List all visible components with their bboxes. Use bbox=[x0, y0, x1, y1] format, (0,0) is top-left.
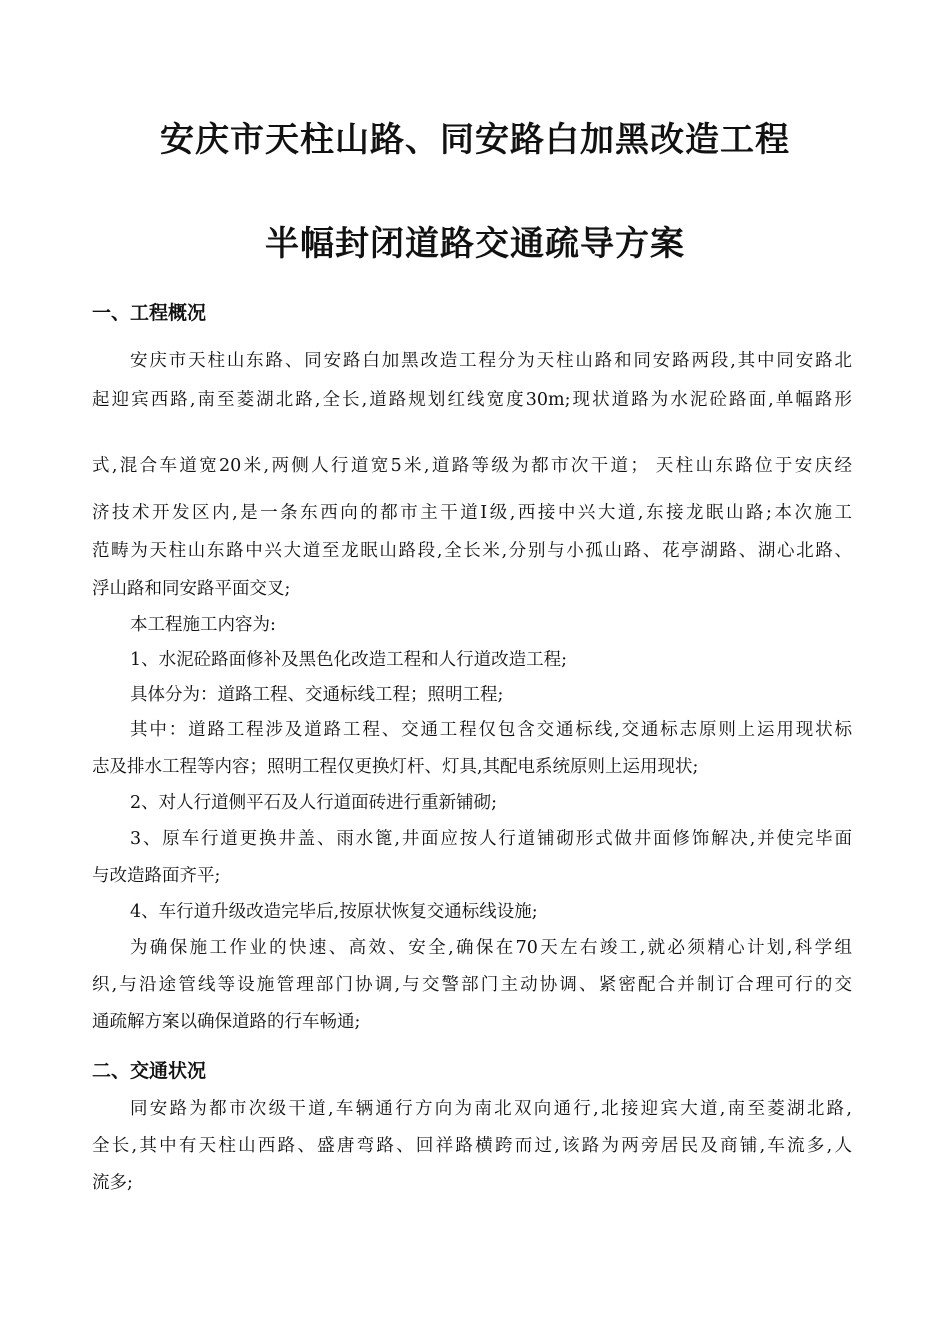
section-heading-overview: 一、工程概况 bbox=[92, 302, 207, 324]
paragraph-line: 3、原车行道更换井盖、雨水篦,井面应按人行道铺砌形式做井面修饰解决,并使完毕面 bbox=[130, 829, 852, 849]
paragraph-line: 通疏解方案以确保道路的行车畅通; bbox=[92, 1012, 361, 1032]
document-title-line-1: 安庆市天柱山路、同安路白加黑改造工程 bbox=[160, 120, 790, 160]
paragraph-line: 式,混合车道宽20米,两侧人行道宽5米,道路等级为都市次干道； 天柱山东路位于安庆经 bbox=[92, 456, 852, 476]
paragraph-line: 2、对人行道侧平石及人行道面砖进行重新铺砌; bbox=[130, 793, 498, 813]
paragraph-line: 本工程施工内容为: bbox=[130, 615, 276, 635]
paragraph-line: 济技术开发区内,是一条东西向的都市主干道Ⅰ级,西接中兴大道,东接龙眠山路;本次施工 bbox=[92, 503, 852, 523]
paragraph-line: 其中：道路工程涉及道路工程、交通工程仅包含交通标线,交通标志原则上运用现状标 bbox=[130, 720, 852, 740]
section-heading-traffic: 二、交通状况 bbox=[92, 1060, 207, 1082]
paragraph-line: 织,与沿途管线等设施管理部门协调,与交警部门主动协调、紧密配合并制订合理可行的交 bbox=[92, 975, 852, 995]
paragraph-line: 具体分为：道路工程、交通标线工程；照明工程; bbox=[130, 685, 504, 705]
paragraph-line: 志及排水工程等内容；照明工程仅更换灯杆、灯具,其配电系统原则上运用现状; bbox=[92, 757, 699, 777]
paragraph-line: 浮山路和同安路平面交叉; bbox=[92, 579, 291, 599]
paragraph-line: 安庆市天柱山东路、同安路白加黑改造工程分为天柱山路和同安路两段,其中同安路北 bbox=[130, 351, 852, 371]
paragraph-line: 流多; bbox=[92, 1173, 133, 1193]
document-title-line-2: 半幅封闭道路交通疏导方案 bbox=[265, 224, 685, 264]
paragraph-line: 全长,其中有天柱山西路、盛唐弯路、回祥路横跨而过,该路为两旁居民及商铺,车流多,人 bbox=[92, 1136, 852, 1156]
paragraph-line: 为确保施工作业的快速、高效、安全,确保在70天左右竣工,就必须精心计划,科学组 bbox=[130, 938, 852, 958]
paragraph-line: 1、水泥砼路面修补及黑色化改造工程和人行道改造工程; bbox=[130, 650, 568, 670]
paragraph-line: 4、车行道升级改造完毕后,按原状恢复交通标线设施; bbox=[130, 902, 538, 922]
paragraph-line: 与改造路面齐平; bbox=[92, 866, 221, 886]
paragraph-line: 范畴为天柱山东路中兴大道至龙眠山路段,全长米,分别与小孤山路、花亭湖路、湖心北路、 bbox=[92, 541, 852, 561]
paragraph-line: 起迎宾西路,南至菱湖北路,全长,道路规划红线宽度30m;现状道路为水泥砼路面,单幅路形 bbox=[92, 390, 852, 410]
paragraph-line: 同安路为都市次级干道,车辆通行方向为南北双向通行,北接迎宾大道,南至菱湖北路, bbox=[130, 1099, 852, 1119]
